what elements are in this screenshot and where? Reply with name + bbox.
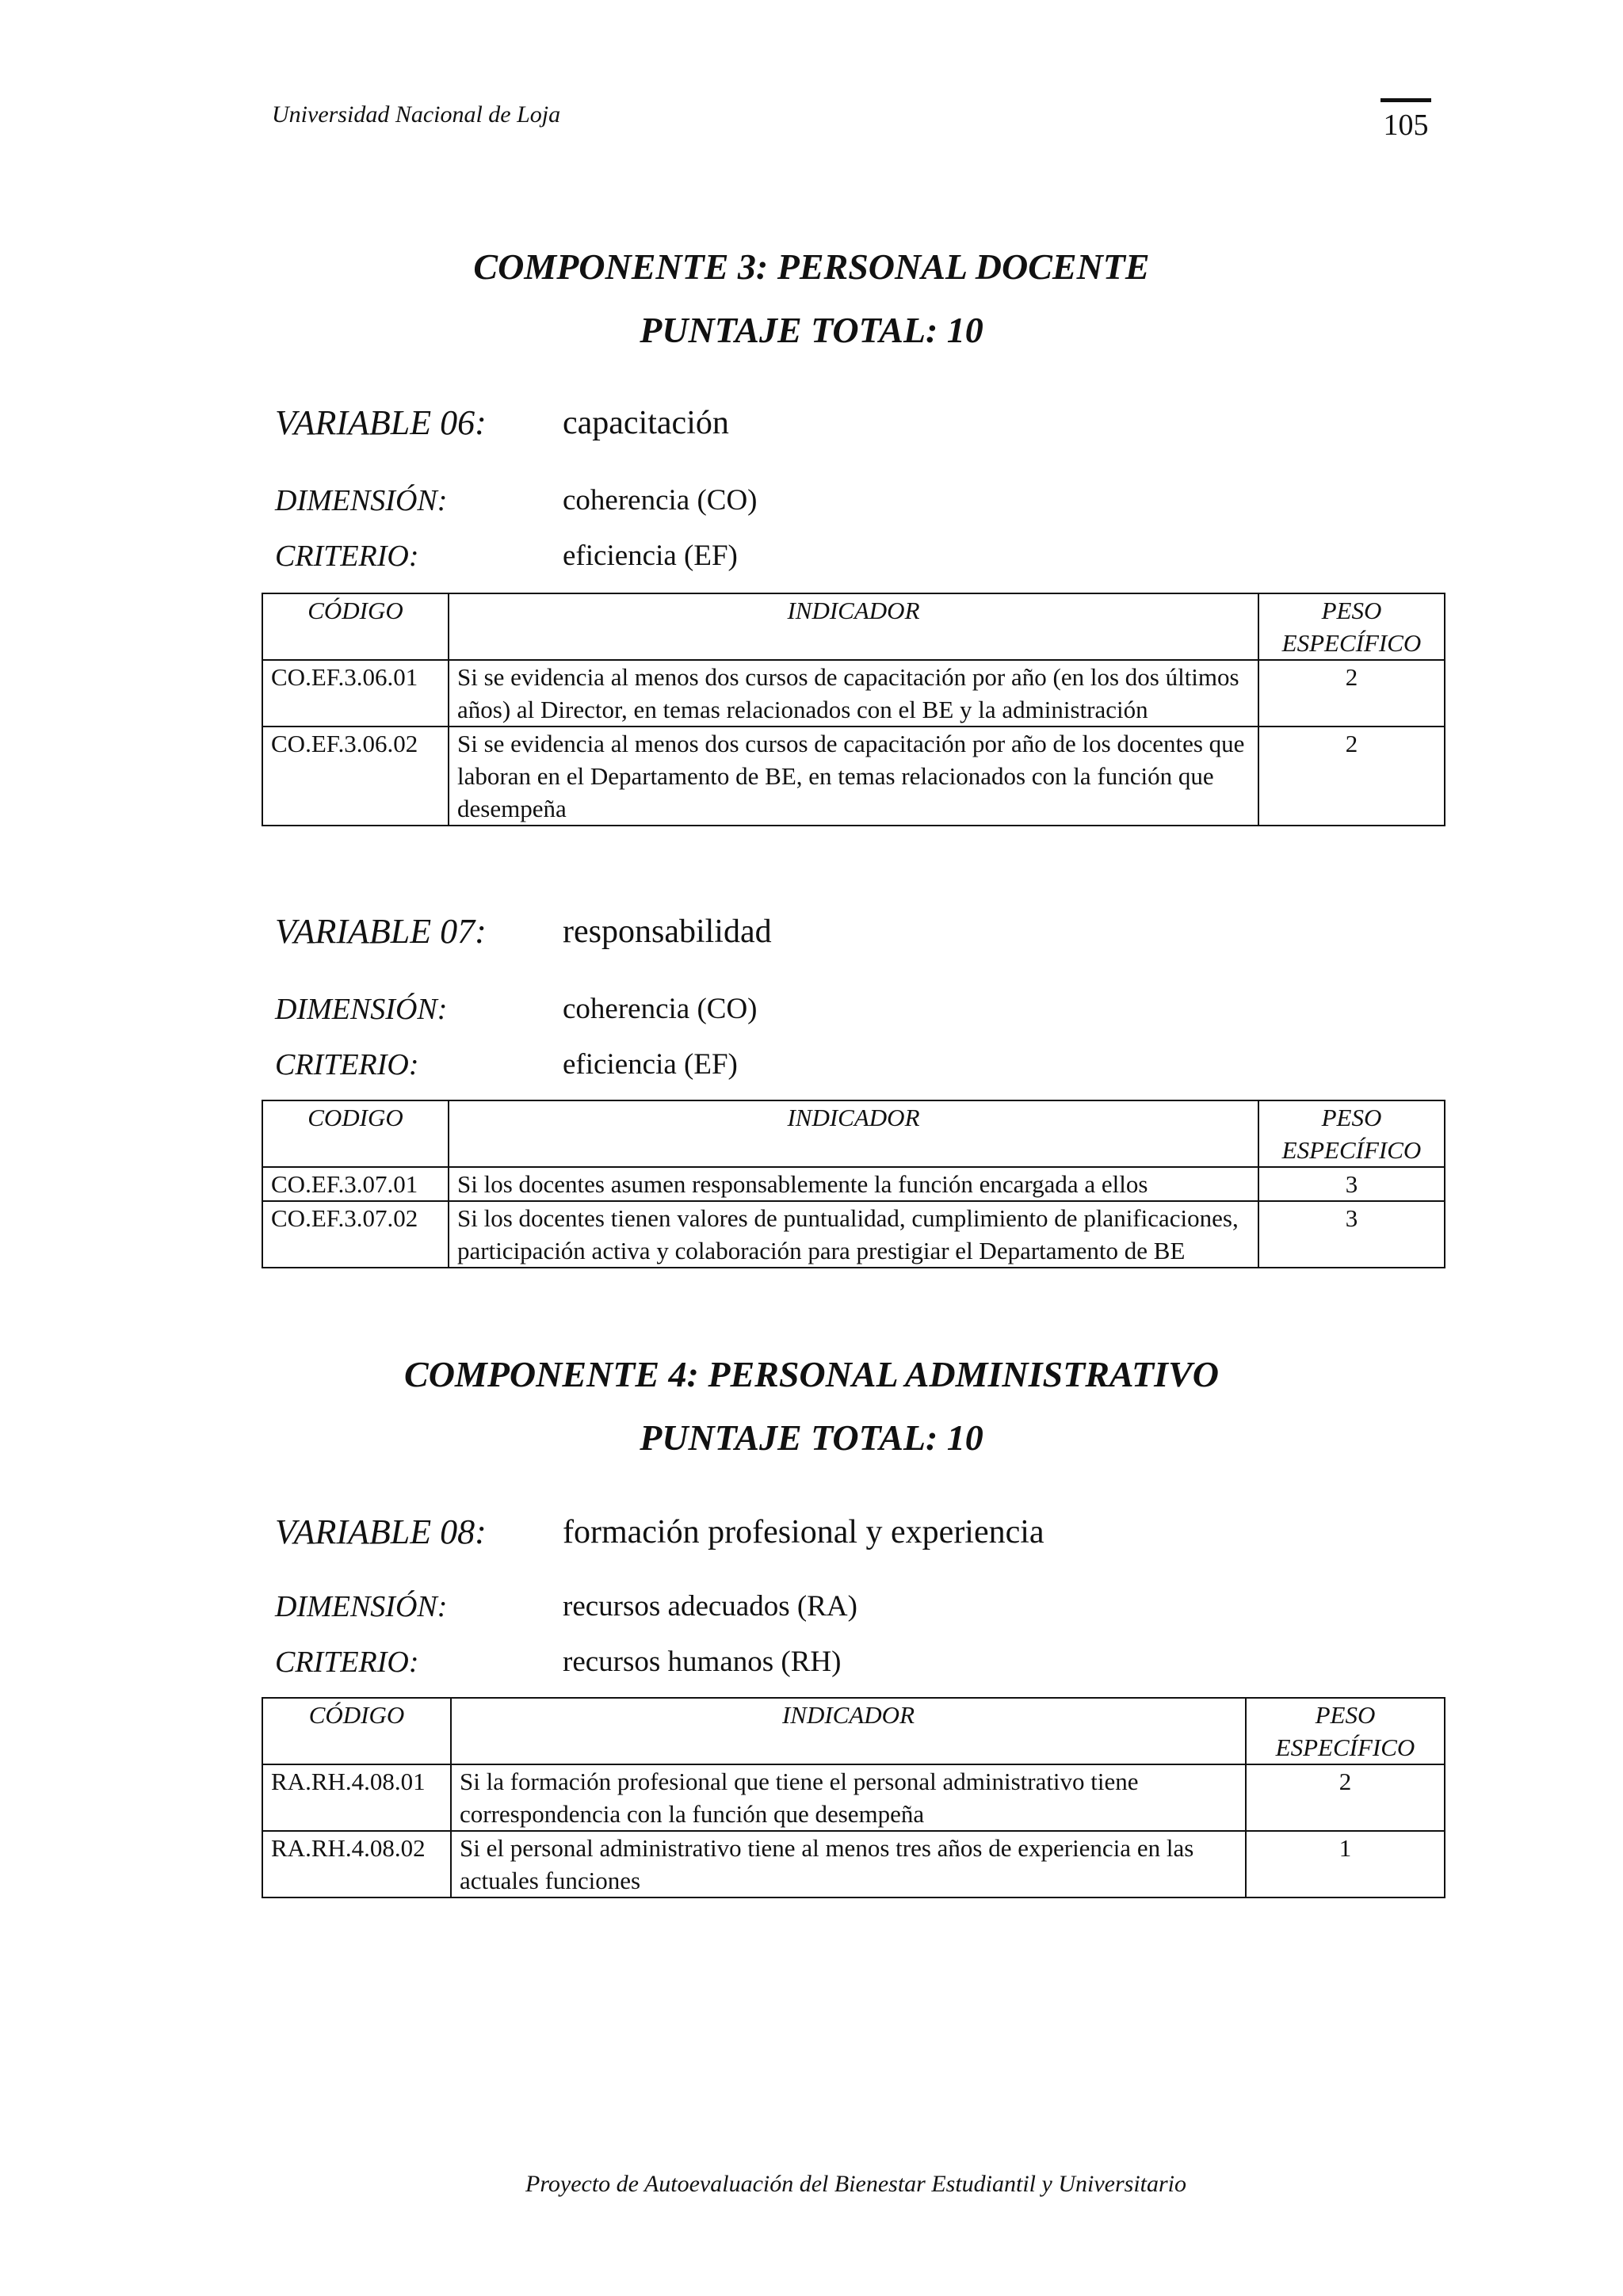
- table-header-row: [262, 1698, 1445, 1764]
- page-number: 105: [1383, 109, 1429, 142]
- variable-07-indicator-table: [262, 1100, 1445, 1268]
- indicator-weight: 2: [1258, 660, 1445, 727]
- header-indicador: INDICADOR: [449, 593, 1258, 660]
- indicator-text: Si se evidencia al menos dos cursos de capacitación por año (en los dos últimos años) al Director, en temas relacionados con el BE y la administración: [449, 660, 1258, 727]
- header-codigo: CODIGO: [262, 1100, 449, 1167]
- variable-08-name: formación profesional y experiencia: [563, 1514, 1044, 1550]
- component-3-title: COMPONENTE 3: PERSONAL DOCENTE: [473, 246, 1150, 287]
- table-row: [262, 660, 1445, 727]
- variable-08-dimension-label: DIMENSIÓN:: [275, 1590, 448, 1623]
- indicator-code: CO.EF.3.07.01: [262, 1167, 449, 1201]
- table-header-row: [262, 593, 1445, 660]
- variable-08-criterio-label: CRITERIO:: [275, 1646, 419, 1679]
- variable-06-criterio-value: eficiencia (EF): [563, 540, 738, 572]
- table-header-row: [262, 1100, 1445, 1167]
- indicator-weight: 1: [1246, 1831, 1445, 1897]
- header-indicador: INDICADOR: [451, 1698, 1246, 1764]
- indicator-code: CO.EF.3.06.02: [262, 727, 449, 826]
- indicator-text: Si el personal administrativo tiene al menos tres años de experiencia en las actuales funciones: [451, 1831, 1246, 1897]
- variable-06-dimension-label: DIMENSIÓN:: [275, 484, 448, 517]
- indicator-text: Si se evidencia al menos dos cursos de capacitación por año de los docentes que laboran en el Departamento de BE, en temas relacionados con la función que desempeña: [449, 727, 1258, 826]
- component-4-score: PUNTAJE TOTAL: 10: [640, 1417, 983, 1458]
- variable-06-criterio-label: CRITERIO:: [275, 540, 419, 573]
- table-row: [262, 1201, 1445, 1268]
- variable-07-dimension-value: coherencia (CO): [563, 993, 758, 1025]
- variable-08-indicator-table: [262, 1697, 1445, 1898]
- variable-07-dimension-label: DIMENSIÓN:: [275, 993, 448, 1026]
- header-peso: PESO ESPECÍFICO: [1258, 593, 1445, 660]
- variable-06-label: VARIABLE 06:: [275, 403, 487, 442]
- indicator-weight: 2: [1246, 1764, 1445, 1831]
- table-row: [262, 1831, 1445, 1897]
- indicator-code: CO.EF.3.07.02: [262, 1201, 449, 1268]
- indicator-code: RA.RH.4.08.01: [262, 1764, 451, 1831]
- table-row: [262, 1167, 1445, 1201]
- indicator-text: Si la formación profesional que tiene el personal administrativo tiene correspondencia con la función que desempeña: [451, 1764, 1246, 1831]
- header-indicador: INDICADOR: [449, 1100, 1258, 1167]
- variable-08-criterio-value: recursos humanos (RH): [563, 1646, 842, 1678]
- component-4-title: COMPONENTE 4: PERSONAL ADMINISTRATIVO: [404, 1354, 1219, 1394]
- variable-06-indicator-table: [262, 593, 1445, 826]
- variable-07-criterio-label: CRITERIO:: [275, 1048, 419, 1081]
- header-peso: PESO ESPECÍFICO: [1246, 1698, 1445, 1764]
- indicator-code: RA.RH.4.08.02: [262, 1831, 451, 1897]
- indicator-weight: 3: [1258, 1167, 1445, 1201]
- component-3-score: PUNTAJE TOTAL: 10: [640, 310, 983, 350]
- table-row: [262, 727, 1445, 826]
- header-university: Universidad Nacional de Loja: [272, 101, 561, 128]
- variable-08-dimension-value: recursos adecuados (RA): [563, 1590, 857, 1623]
- header-codigo: CÓDIGO: [262, 593, 449, 660]
- page-number-rule: [1381, 98, 1431, 102]
- indicator-text: Si los docentes tienen valores de puntualidad, cumplimiento de planificaciones, participación activa y colaboración para prestigiar el Departamento de BE: [449, 1201, 1258, 1268]
- variable-07-criterio-value: eficiencia (EF): [563, 1048, 738, 1081]
- indicator-code: CO.EF.3.06.01: [262, 660, 449, 727]
- footer-project-title: Proyecto de Autoevaluación del Bienestar Estudiantil y Universitario: [525, 2171, 1186, 2197]
- variable-07-label: VARIABLE 07:: [275, 912, 487, 951]
- indicator-text: Si los docentes asumen responsablemente la función encargada a ellos: [449, 1167, 1258, 1201]
- header-codigo: CÓDIGO: [262, 1698, 451, 1764]
- indicator-weight: 2: [1258, 727, 1445, 826]
- indicator-weight: 3: [1258, 1201, 1445, 1268]
- table-row: [262, 1764, 1445, 1831]
- variable-07-name: responsabilidad: [563, 913, 772, 950]
- variable-08-label: VARIABLE 08:: [275, 1512, 487, 1551]
- variable-06-name: capacitación: [563, 405, 729, 441]
- variable-06-dimension-value: coherencia (CO): [563, 484, 758, 517]
- header-peso: PESO ESPECÍFICO: [1258, 1100, 1445, 1167]
